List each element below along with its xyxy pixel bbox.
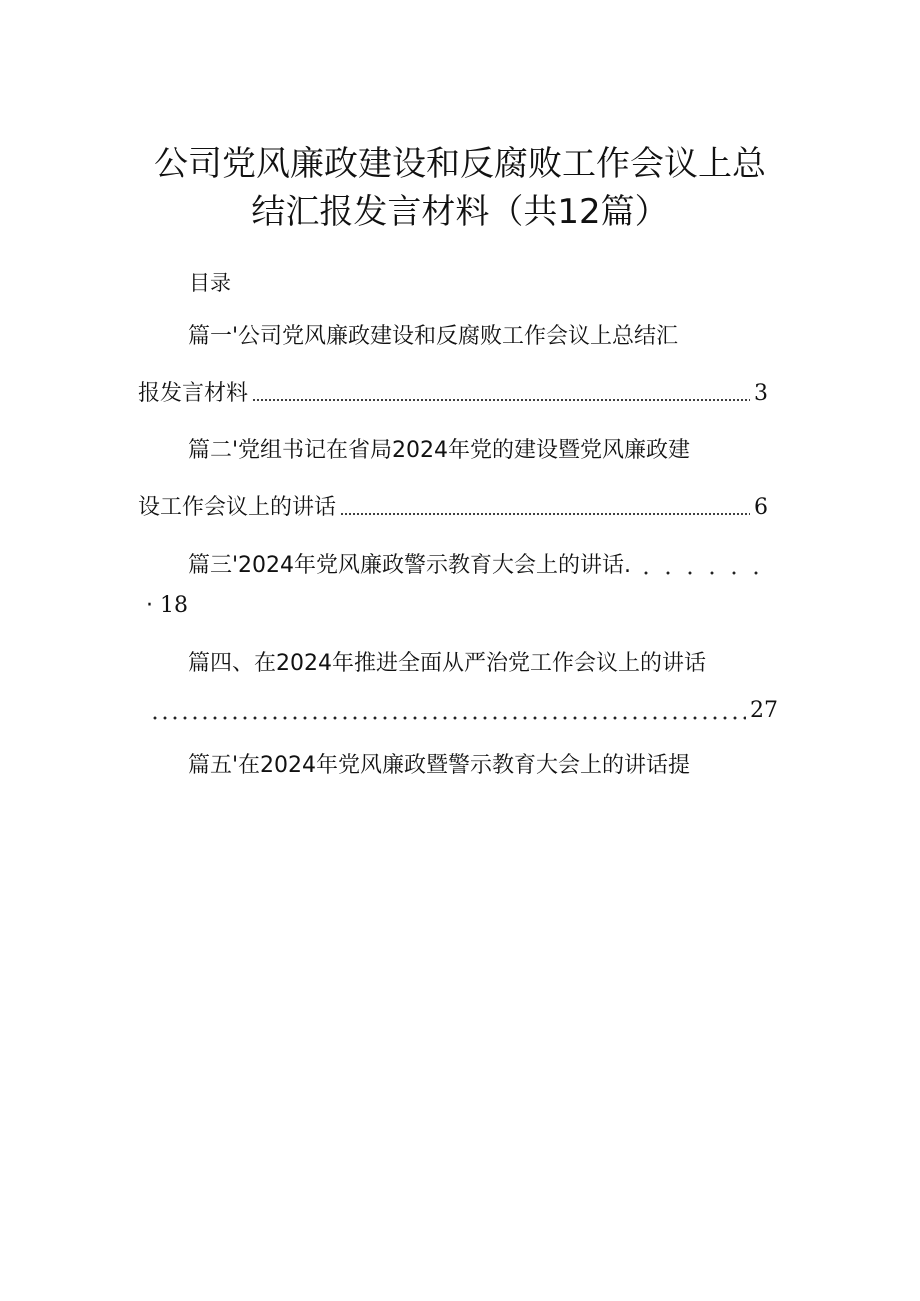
toc-entry-2-line-1: 篇二'党组书记在省局2024年党的建设暨党风廉政建: [188, 438, 691, 463]
toc-entry-4-line-1: 篇四、在2024年推进全面从严治党工作会议上的讲话: [188, 651, 706, 676]
toc-entry-4-line-2: [146, 697, 778, 725]
toc-entry-3-page: 18: [160, 593, 188, 618]
toc-entry-4-page: 27: [750, 698, 778, 723]
toc-entry-1-line-1: 篇一'公司党风廉政建设和反腐败工作会议上总结汇: [188, 324, 679, 349]
toc-entry-5-line-1: 篇五'在2024年党风廉政暨警示教育大会上的讲话提: [188, 753, 691, 778]
document-title-line-1: 公司党风廉政建设和反腐败工作会议上总: [154, 144, 766, 184]
toc-entry-3-title: 篇三'2024年党风廉政警示教育大会上的讲话.: [188, 553, 632, 578]
toc-heading: 目录: [189, 271, 231, 295]
toc-leader-dots: [635, 571, 774, 575]
toc-entry-2-title-end: 设工作会议上的讲话: [138, 495, 337, 520]
toc-entry-1-line-2: [138, 380, 768, 408]
toc-entry-3-leader-end: ·: [146, 593, 160, 618]
toc-leader-dots: [252, 398, 750, 402]
toc-entry-1-page: 3: [754, 381, 768, 406]
toc-entry-2-line-2: [138, 494, 768, 522]
toc-entry-1-title-end: 报发言材料: [138, 381, 249, 406]
document-title-line-2: 结汇报发言材料（共12篇）: [251, 192, 669, 232]
toc-entry-3-line-1: [188, 552, 778, 580]
toc-leader-dots: [150, 716, 746, 720]
toc-entry-2-page: 6: [754, 495, 768, 520]
toc-entry-3-line-2: [146, 592, 188, 620]
toc-leader-dots: [340, 512, 750, 516]
